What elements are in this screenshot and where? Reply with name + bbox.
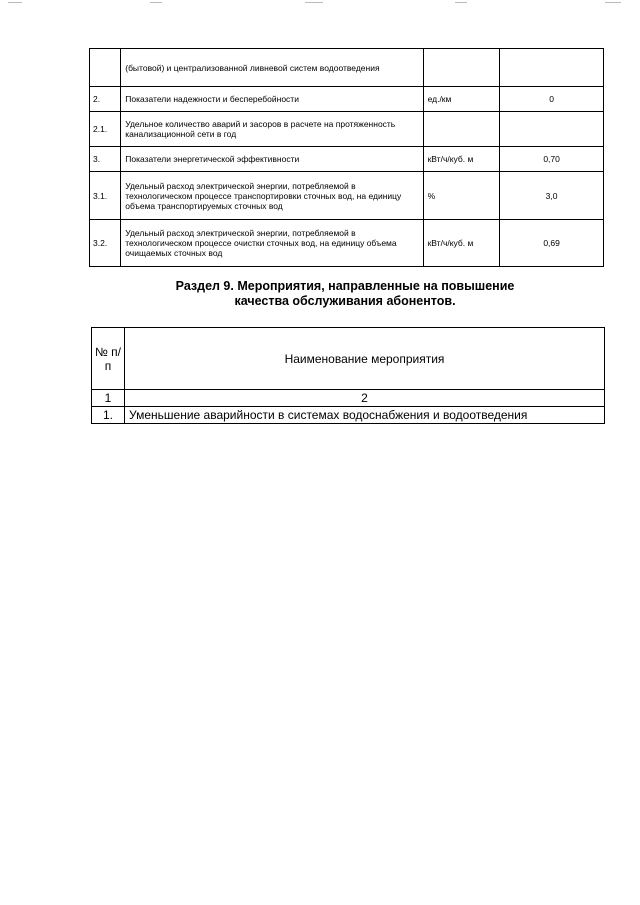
indicator-unit: кВт/ч/куб. м: [423, 220, 500, 267]
row-number: 3.1.: [90, 172, 121, 220]
measures-table: [91, 327, 605, 424]
table-row: [92, 407, 605, 424]
row-number: 3.: [90, 147, 121, 172]
indicator-name: (бытовой) и централизованной ливневой систем водоотведения: [121, 49, 423, 87]
table-row: [90, 112, 604, 147]
indicator-value: [500, 112, 604, 147]
scan-mark: [455, 2, 467, 3]
indicator-unit: %: [423, 172, 500, 220]
scan-mark: [605, 2, 621, 3]
table-row: [90, 49, 604, 87]
indicator-value: [500, 49, 604, 87]
index-name: 2: [125, 390, 605, 407]
indicator-name: Показатели энергетической эффективности: [121, 147, 423, 172]
indicator-name: Удельный расход электрической энергии, потребляемой в технологическом процессе очистки сточных вод, на единицу объема очищаемых сточных вод: [121, 220, 423, 267]
table-row: [90, 220, 604, 267]
indicator-unit: [423, 112, 500, 147]
measure-number: 1.: [92, 407, 125, 424]
section-title: [60, 279, 630, 309]
section-title-line: Раздел 9. Мероприятия, направленные на повышение: [175, 279, 515, 293]
indicator-value: 0: [500, 87, 604, 112]
indicator-value: 3,0: [500, 172, 604, 220]
row-number: 3.2.: [90, 220, 121, 267]
table-index-row: [92, 390, 605, 407]
row-number: 2.1.: [90, 112, 121, 147]
indicator-name: Удельное количество аварий и засоров в расчете на протяженность канализационной сети в год: [121, 112, 423, 147]
indicator-name: Показатели надежности и бесперебойности: [121, 87, 423, 112]
scan-mark: [150, 2, 162, 3]
measure-name: Уменьшение аварийности в системах водоснабжения и водоотведения: [125, 407, 605, 424]
row-number: [90, 49, 121, 87]
scan-mark: [8, 2, 22, 3]
table-row: [90, 172, 604, 220]
table-header-row: [92, 328, 605, 390]
header-name: Наименование мероприятия: [125, 328, 605, 390]
indicator-name: Удельный расход электрической энергии, потребляемой в технологическом процессе транспортировки сточных вод, на единицу объема транспортируемых сточных вод: [121, 172, 423, 220]
row-number: 2.: [90, 87, 121, 112]
index-number: 1: [92, 390, 125, 407]
scan-mark: [305, 2, 323, 3]
indicator-unit: ед./км: [423, 87, 500, 112]
section-title-line: качества обслуживания абонентов.: [234, 294, 456, 308]
table-row: [90, 147, 604, 172]
header-number: № п/п: [92, 328, 125, 390]
indicators-table: [89, 48, 604, 267]
indicator-unit: кВт/ч/куб. м: [423, 147, 500, 172]
indicator-unit: [423, 49, 500, 87]
indicator-value: 0,70: [500, 147, 604, 172]
table-row: [90, 87, 604, 112]
indicator-value: 0,69: [500, 220, 604, 267]
